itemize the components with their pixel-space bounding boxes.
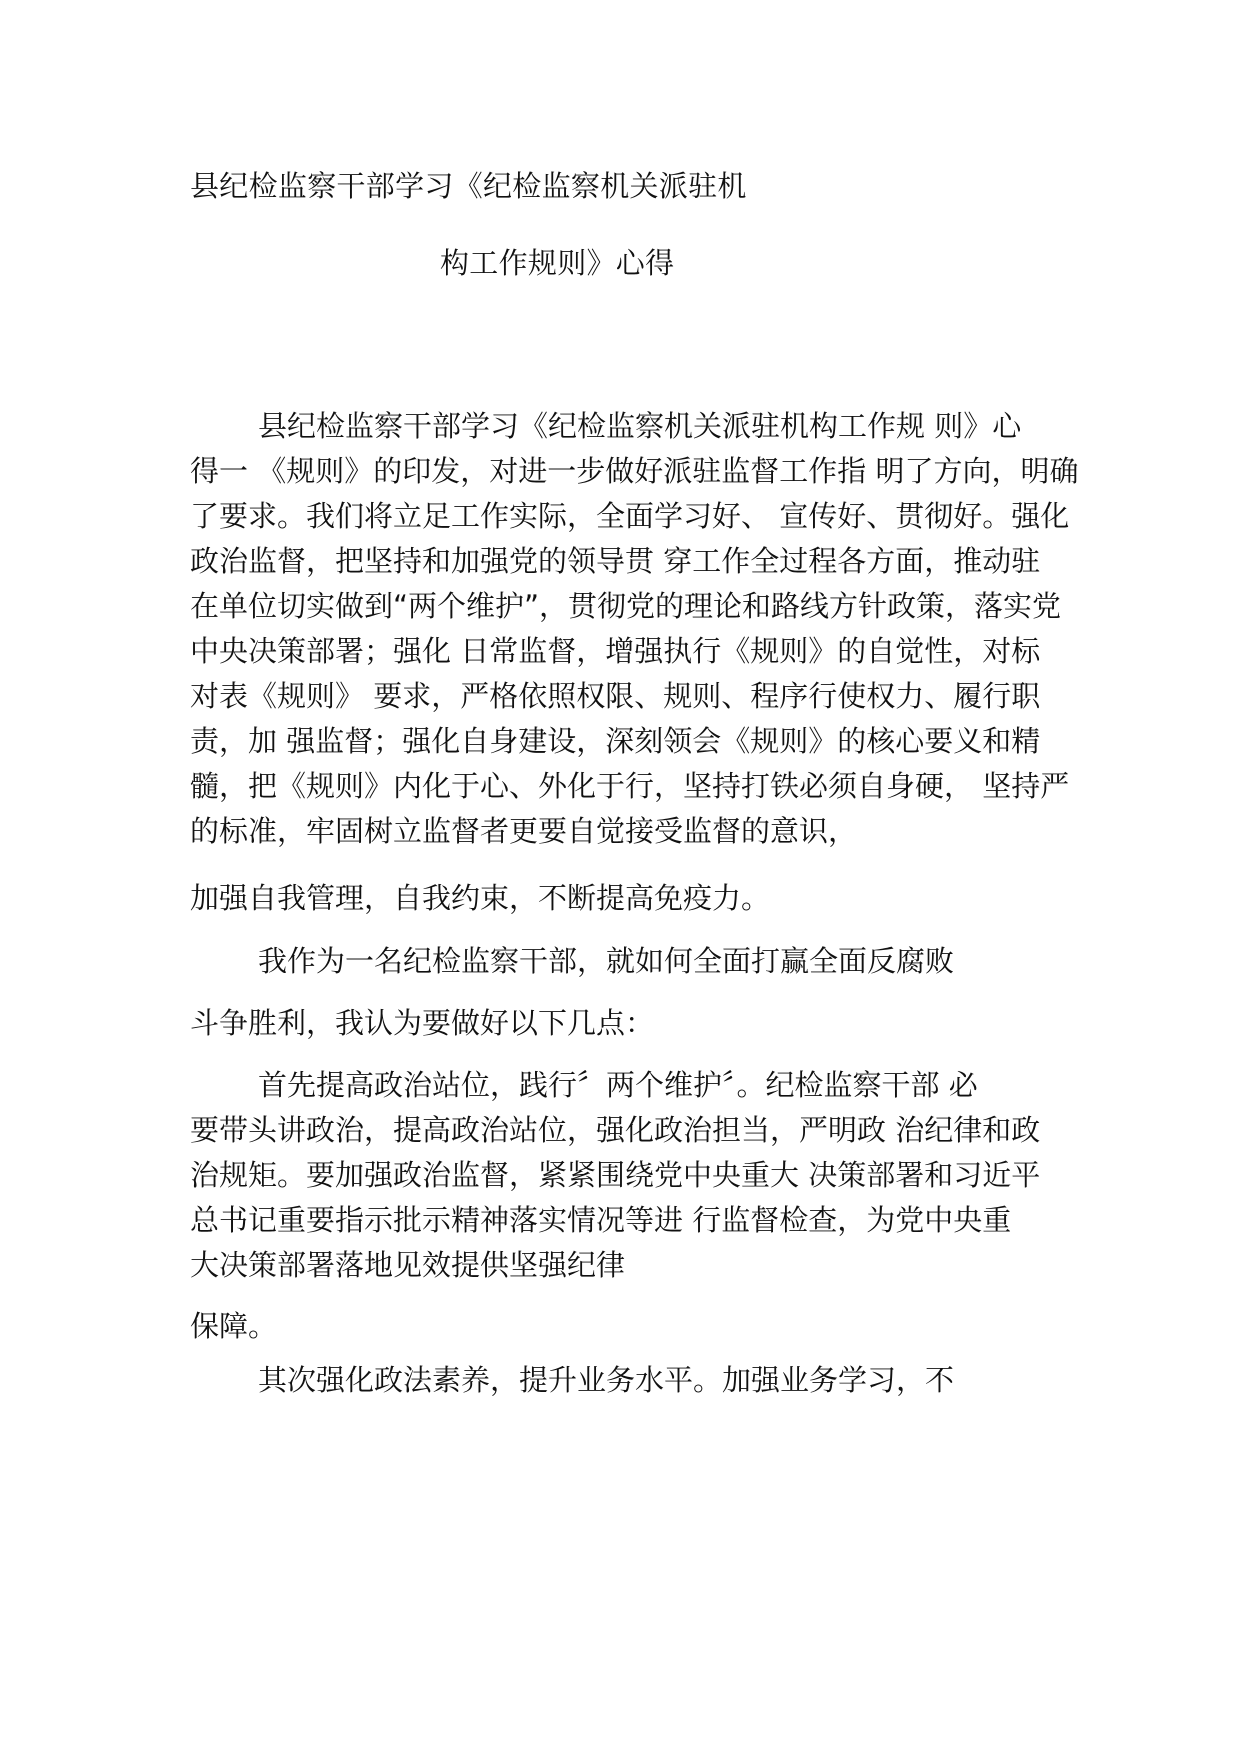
paragraph-anti-corruption — [190, 939, 1060, 984]
paragraph-second-point — [190, 1358, 1060, 1403]
paragraph-line: 要带头讲政治，提高政治站位，强化政治担当，严明政 治纪律和政 — [190, 1113, 1041, 1147]
paragraph-line: 的标准，牢固树立监督者更要自觉接受监督的意识， — [190, 814, 858, 848]
paragraph-line: 首先提高政治站位，践行〞两个维护〞。纪检监察干部 必 — [258, 1068, 978, 1102]
paragraph-line: 得一 《规则》的印发，对进一步做好派驻监督工作指 明了方向，明确 — [190, 454, 1079, 488]
paragraph-line: 保障。 — [190, 1309, 278, 1343]
paragraph-self-management — [190, 876, 1060, 921]
paragraph-line: 总书记重要指示批示精神落实情况等进 行监督检查，为党中央重 — [190, 1203, 1012, 1237]
paragraph-line: 斗争胜利，我认为要做好以下几点： — [190, 1006, 655, 1040]
document-title-line-1: 县纪检监察干部学习《纪检监察机关派驻机 — [190, 169, 747, 203]
paragraph-line: 其次强化政法素养，提升业务水平。加强业务学习，不 — [258, 1363, 955, 1397]
paragraph-line: 大决策部署落地见效提供坚强纪律 — [190, 1248, 626, 1282]
paragraph-line: 我作为一名纪检监察干部，就如何全面打赢全面反腐败 — [258, 944, 955, 978]
paragraph-line: 在单位切实做到“两个维护”，贯彻党的理论和路线方针政策，落实党 — [190, 589, 1062, 623]
paragraph-points-intro — [190, 1001, 1060, 1046]
paragraph-intro — [190, 404, 1079, 854]
paragraph-line: 政治监督，把坚持和加强党的领导贯 穿工作全过程各方面，推动驻 — [190, 544, 1041, 578]
paragraph-line: 中央决策部署；强化 日常监督，增强执行《规则》的自觉性，对标 — [190, 634, 1041, 668]
paragraph-line: 县纪检监察干部学习《纪检监察机关派驻机构工作规 则》心 — [258, 409, 1022, 443]
paragraph-line: 加强自我管理，自我约束，不断提高免疫力。 — [190, 881, 771, 915]
paragraph-line: 髓，把《规则》内化于心、外化于行，坚持打铁必须自身硬， 坚持严 — [190, 769, 1070, 803]
paragraph-first-point — [190, 1063, 1060, 1288]
paragraph-line: 治规矩。要加强政治监督，紧紧围绕党中央重大 决策部署和习近平 — [190, 1158, 1041, 1192]
paragraph-line: 对表《规则》 要求，严格依照权限、规则、程序行使权力、履行职 — [190, 679, 1041, 713]
paragraph-line: 了要求。我们将立足工作实际，全面学习好、 宣传好、贯彻好。强化 — [190, 499, 1070, 533]
paragraph-line: 责，加 强监督；强化自身建设，深刻领会《规则》的核心要义和精 — [190, 724, 1041, 758]
document-title-line-2: 构工作规则》心得 — [440, 246, 675, 280]
paragraph-guarantee — [190, 1304, 1060, 1349]
